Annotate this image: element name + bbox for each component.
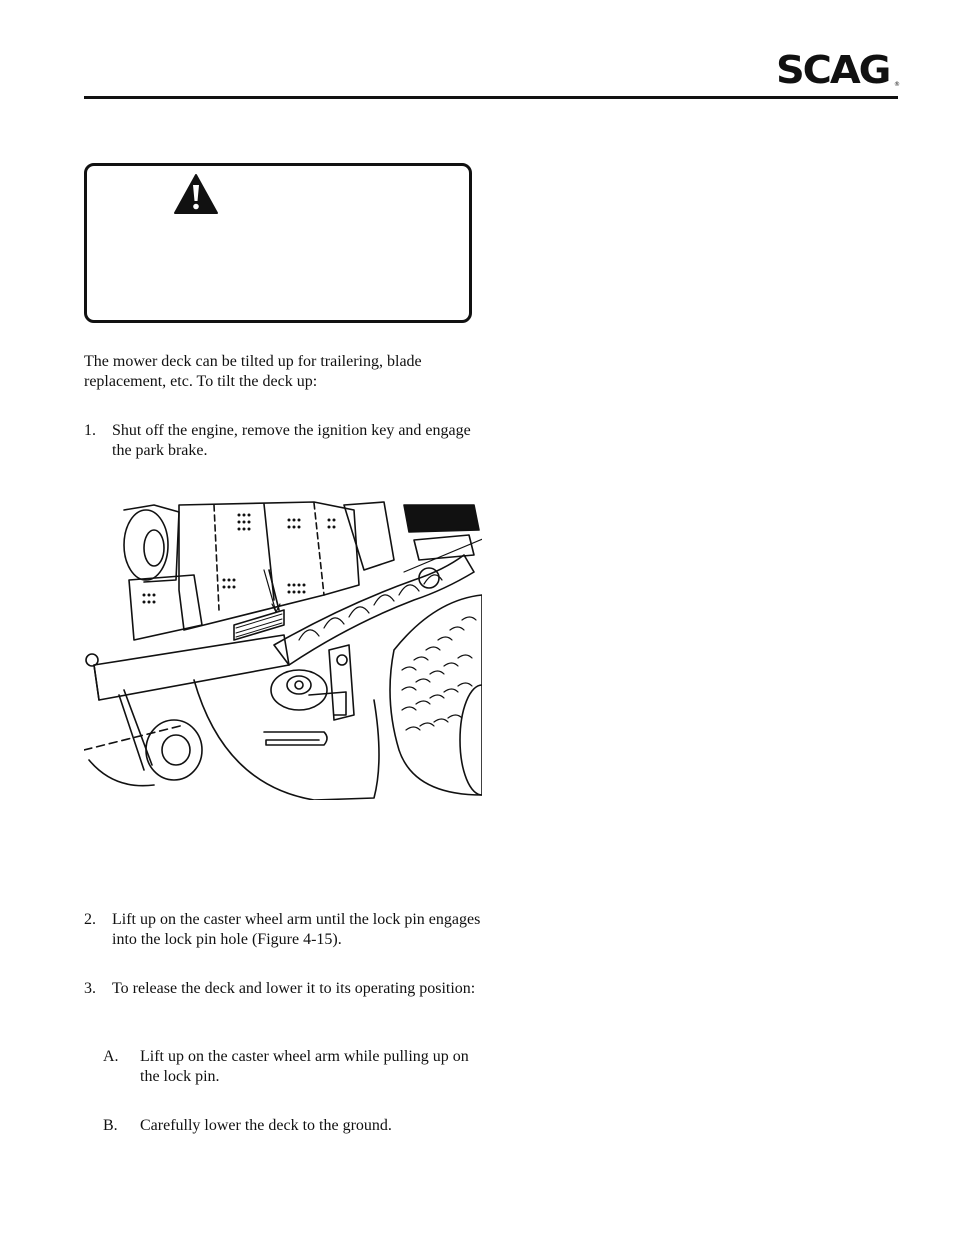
step-1 <box>84 421 484 461</box>
step-number: 1. <box>84 422 96 439</box>
substep-letter: B. <box>103 1117 118 1134</box>
step-3 <box>84 979 484 1019</box>
scag-logo <box>776 50 900 90</box>
substep-text: Carefully lower the deck to the ground. <box>140 1117 392 1134</box>
intro-paragraph: The mower deck can be tilted up for trailering, blade replacement, etc. To tilt the deck up: <box>84 353 422 390</box>
step-2 <box>84 910 484 950</box>
warning-triangle-icon <box>173 173 219 215</box>
step-text: Shut off the engine, remove the ignition key and engage the park brake. <box>112 422 471 459</box>
step-number: 2. <box>84 911 96 928</box>
step-number: 3. <box>84 980 96 997</box>
mower-deck-figure <box>84 500 482 800</box>
registered-mark: ® <box>894 81 900 88</box>
step-text: To release the deck and lower it to its operating position: <box>112 980 476 997</box>
warning-box <box>84 163 472 323</box>
substep-letter: A. <box>103 1048 119 1065</box>
substep-text: Lift up on the caster wheel arm while pulling up on the lock pin. <box>140 1048 469 1085</box>
brand-wordmark: SCAG <box>776 48 890 92</box>
header-rule <box>84 96 898 99</box>
substep-b <box>103 1116 483 1136</box>
step-text: Lift up on the caster wheel arm until the lock pin engages into the lock pin hole (Figure 4-15). <box>112 911 481 948</box>
mower-deck-illustration <box>84 500 482 800</box>
substep-a <box>103 1047 483 1087</box>
